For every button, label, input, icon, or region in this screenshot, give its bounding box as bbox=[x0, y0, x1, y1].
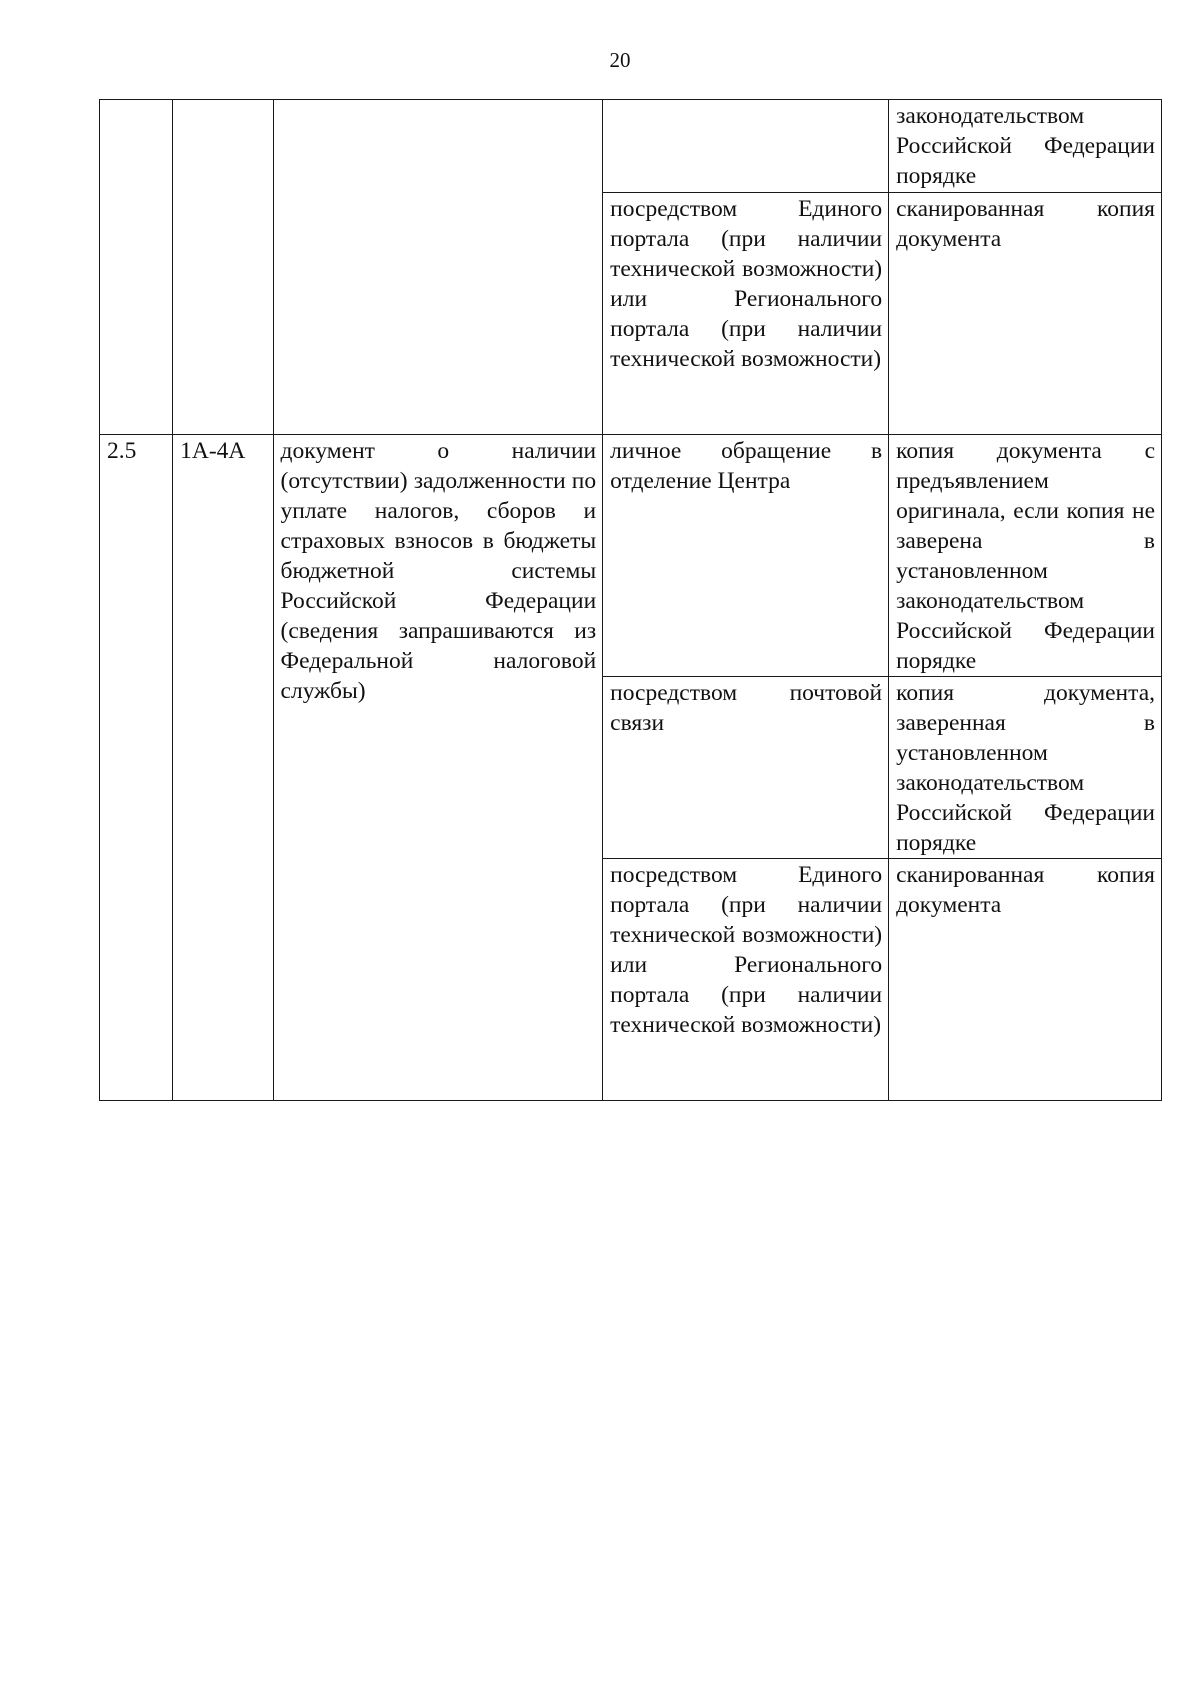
cell-form: сканированная копия документа bbox=[889, 859, 1162, 1101]
page-number: 20 bbox=[609, 48, 631, 72]
table-row bbox=[100, 435, 1162, 677]
cell-method bbox=[603, 100, 889, 193]
cell-code: 1А-4А bbox=[173, 435, 273, 1101]
cell-number: 2.5 bbox=[100, 435, 173, 1101]
cell-method: посредством Единого портала (при наличии технической возможности) или Регионального портала (при наличии технической возможности) bbox=[603, 193, 889, 435]
cell-method: посредством Единого портала (при наличии технической возможности) или Регионального портала (при наличии технической возможности) bbox=[603, 859, 889, 1101]
cell-number bbox=[100, 100, 173, 435]
cell-code bbox=[173, 100, 273, 435]
cell-method: личное обращение в отделение Центра bbox=[603, 435, 889, 677]
cell-form: копия документа, заверенная в установленном законодательством Российской Федерации порядке bbox=[889, 677, 1162, 859]
cell-document bbox=[273, 100, 603, 435]
cell-document: документ о наличии (отсутствии) задолженности по уплате налогов, сборов и страховых взносов в бюджеты бюджетной системы Российской Федерации (сведения запрашиваются из Федеральной налоговой службы) bbox=[273, 435, 603, 1101]
cell-form: копия документа с предъявлением оригинала, если копия не заверена в установленном законодательством Российской Федерации порядке bbox=[889, 435, 1162, 677]
cell-method: посредством почтовой связи bbox=[603, 677, 889, 859]
table-row bbox=[100, 100, 1162, 193]
cell-form: законодательством Российской Федерации порядке bbox=[889, 100, 1162, 193]
cell-form: сканированная копия документа bbox=[889, 193, 1162, 435]
document-table bbox=[99, 99, 1162, 1101]
